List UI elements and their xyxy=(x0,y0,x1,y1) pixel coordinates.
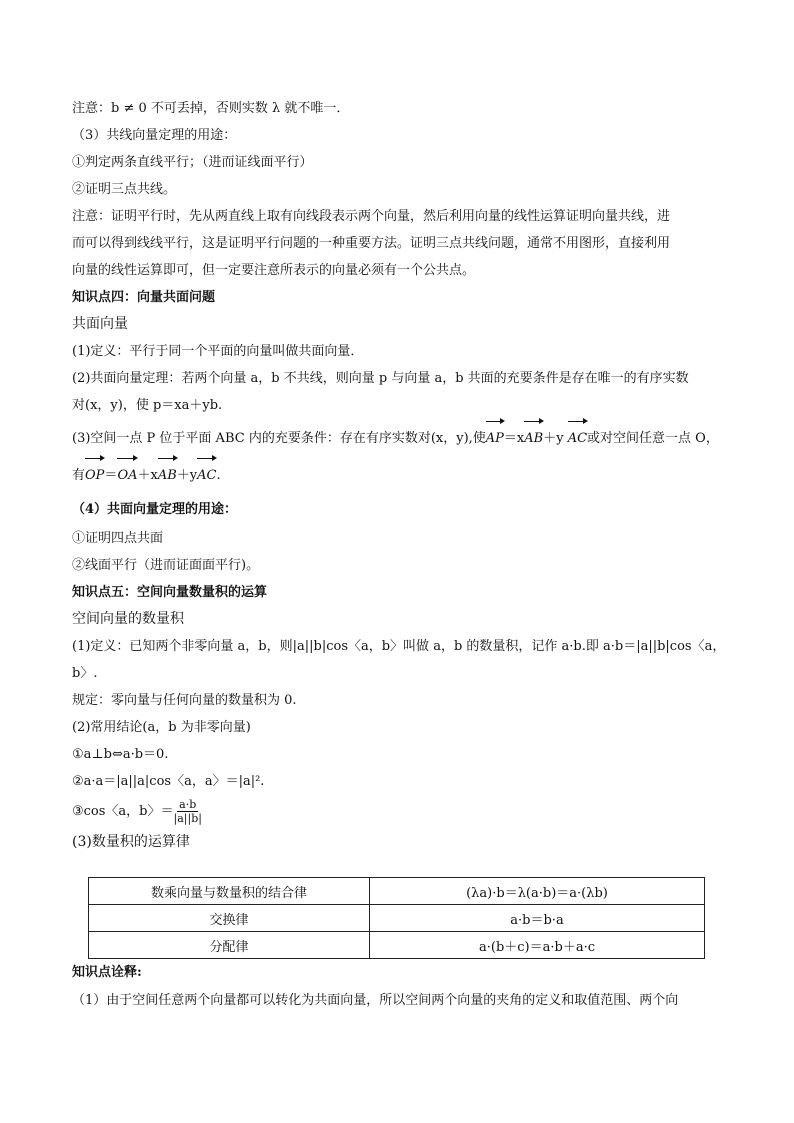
table-cell: a·(b＋c)＝a·b＋a·c xyxy=(370,932,705,959)
document-body xyxy=(72,95,732,856)
table-cell: 分配律 xyxy=(89,932,370,959)
note-paragraph-line: 向量的线性运算即可，但一定要注意所表示的向量必须有一个公共点。 xyxy=(72,263,476,278)
section-heading: 知识点四：向量共面问题 xyxy=(72,290,216,305)
fraction xyxy=(174,798,202,825)
section-heading: 知识点五：空间向量数量积的运算 xyxy=(72,585,268,600)
laws-title: (3)数量积的运算律 xyxy=(72,834,190,850)
vector-ab: AB xyxy=(524,419,543,456)
subsection-title: 共面向量 xyxy=(72,316,128,332)
result-item xyxy=(72,795,732,829)
table-row xyxy=(89,878,705,905)
operation-laws-table xyxy=(88,877,705,959)
use-item: ②证明三点共线。 xyxy=(72,182,177,197)
rule-line: 规定：零向量与任何向量的数量积为 0. xyxy=(72,693,297,708)
vector-op: OP xyxy=(85,456,104,493)
common-results-heading: (2)常用结论(a，b 为非零向量) xyxy=(72,720,251,735)
uses-heading: （3）共线向量定理的用途： xyxy=(72,128,237,143)
use-item: ②线面平行（进而证面面平行)。 xyxy=(72,558,260,573)
section-heading: 知识点诠释: xyxy=(72,965,142,980)
theorem-line: 对(x，y)，使 p＝xa＋yb. xyxy=(72,398,223,413)
use-item: ①判定两条直线平行；（进而证线面平行） xyxy=(72,155,313,170)
condition-text: (3)空间一点 P 位于平面 ABC 内的充要条件：存在有序实数对(x，y),使 xyxy=(72,431,486,446)
use-item: ①证明四点共面 xyxy=(72,531,164,546)
subsection-title: 空间向量的数量积 xyxy=(72,611,184,627)
condition-text: 或对空间任意一点 O， xyxy=(587,431,719,446)
note-paragraph-line: 注意：证明平行时，先从两直线上取有向线段表示两个向量，然后利用向量的线性运算证明向量共线，进 xyxy=(72,209,671,224)
vector-ac: AC xyxy=(568,419,587,456)
theorem-line: (2)共面向量定理：若两个向量 a，b 不共线，则向量 p 与向量 a，b 共面的充要条件是存在唯一的有序实数 xyxy=(72,371,689,386)
vector-ab: AB xyxy=(158,456,177,493)
table-cell: 交换律 xyxy=(89,905,370,932)
condition-line: 有OP＝OA＋xAB＋yAC. xyxy=(72,456,732,493)
table-row xyxy=(89,905,705,932)
note-line: 注意：b ≠ 0 不可丢掉，否则实数 λ 就不唯一． xyxy=(72,101,350,116)
note-paragraph-line: 而可以得到线线平行，这是证明平行问题的一种重要方法。证明三点共线问题，通常不用图形，直接利用 xyxy=(72,236,671,251)
table-cell: (λa)·b＝λ(a·b)＝a·(λb) xyxy=(370,878,705,905)
definition-line: (1)定义：平行于同一个平面的向量叫做共面向量． xyxy=(72,344,364,359)
fraction-denominator: |a||b| xyxy=(173,812,202,825)
result-item: ②a·a＝|a||a|cos〈a，a〉＝|a|². xyxy=(72,774,265,789)
paragraph-line: （1）由于空间任意两个向量都可以转化为共面向量，所以空间两个向量的夹角的定义和取值范围、两个向 xyxy=(72,993,679,1008)
table-cell: 数乘向量与数量积的结合律 xyxy=(89,878,370,905)
table-row xyxy=(89,932,705,959)
definition-line: b〉. xyxy=(72,666,98,681)
condition-text: 有 xyxy=(72,468,86,483)
vector-oa: OA xyxy=(117,456,137,493)
condition-line: (3)空间一点 P 位于平面 ABC 内的充要条件：存在有序实数对(x，y),使AP＝xAB＋y AC或对空间任意一点 O， xyxy=(72,419,732,456)
result-text: ③cos〈a，b〉＝ xyxy=(72,804,174,819)
vector-ac: AC xyxy=(197,456,216,493)
vector-ap: AP xyxy=(486,419,504,456)
fraction-numerator: a·b xyxy=(179,798,197,811)
definition-line: (1)定义：已知两个非零向量 a，b，则|a||b|cos〈a，b〉叫做 a，b 的数量积，记作 a·b.即 a·b＝|a||b|cos〈a， xyxy=(72,639,726,654)
table-cell: a·b＝b·a xyxy=(370,905,705,932)
result-item: ①a⊥b⇔a·b＝0. xyxy=(72,747,169,762)
section-heading: （4）共面向量定理的用途： xyxy=(72,502,238,517)
